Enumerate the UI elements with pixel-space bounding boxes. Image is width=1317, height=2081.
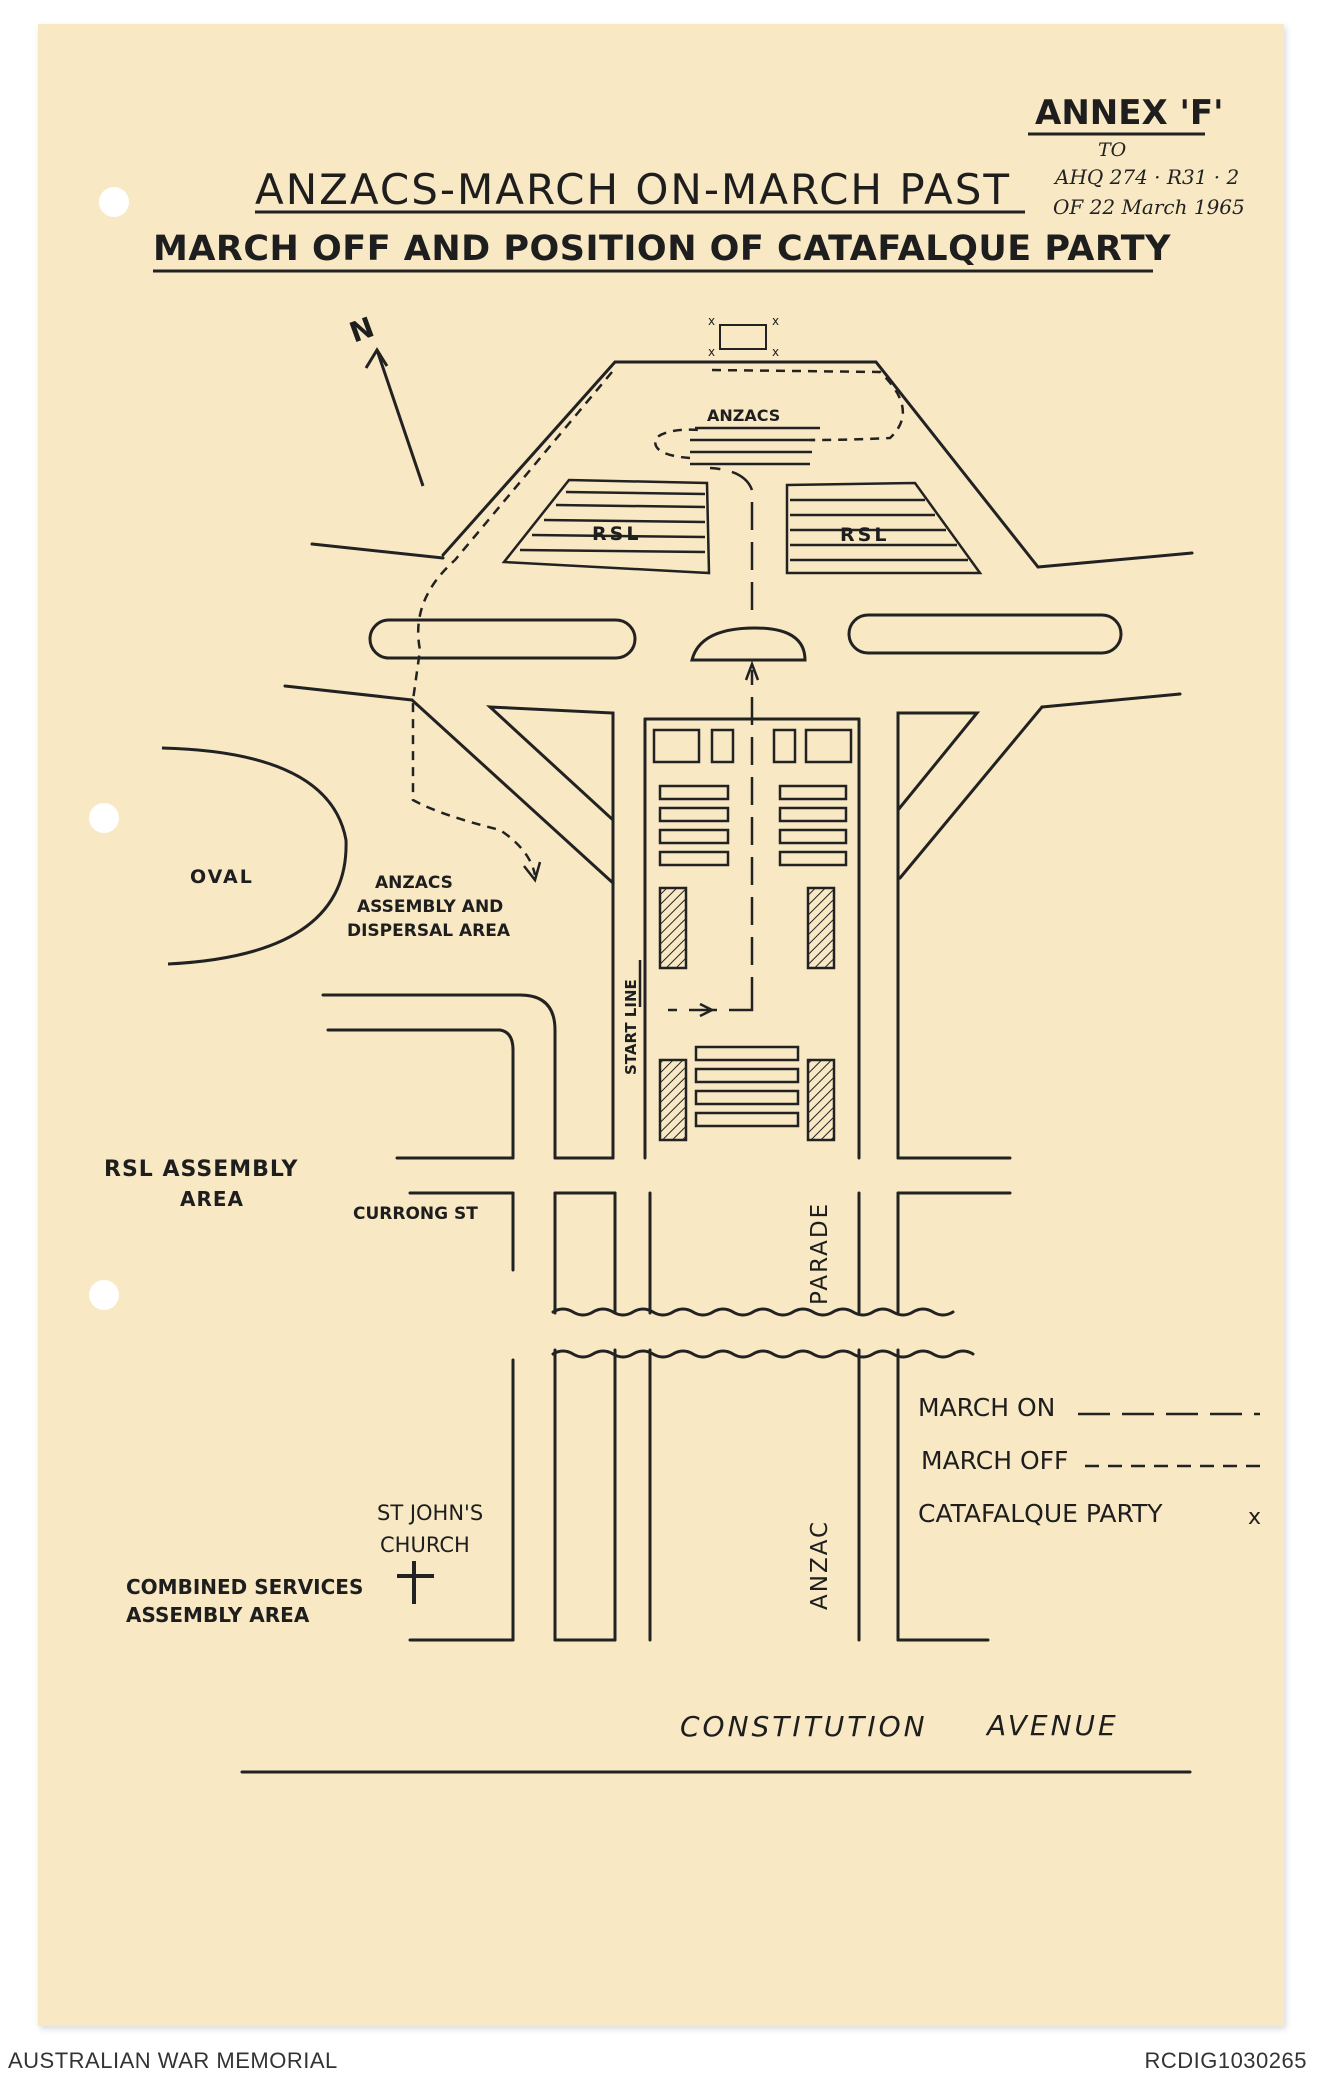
- road-network: [242, 362, 1192, 1772]
- north-label: N: [345, 310, 379, 350]
- rsl-assembly-label-1: RSL ASSEMBLY: [104, 1157, 299, 1182]
- svg-text:x: x: [708, 314, 716, 328]
- annex-block: [1028, 93, 1245, 219]
- svg-text:x: x: [708, 345, 716, 359]
- punch-hole: [89, 1280, 119, 1310]
- annex-ref-number: AHQ 274 · R31 · 2: [1055, 165, 1240, 189]
- median-strips: [370, 615, 1121, 660]
- oval-label: OVAL: [190, 866, 254, 888]
- annex-ref-to: TO: [1098, 139, 1127, 161]
- oval-outline: [162, 748, 346, 964]
- anzacs-label: ANZACS: [707, 406, 781, 425]
- annex-title: ANNEX 'F': [1035, 93, 1224, 133]
- north-arrow-icon: [366, 350, 423, 486]
- memorial-catafalque: [708, 314, 779, 359]
- legend-catafalque-symbol: x: [1248, 1505, 1262, 1530]
- page-title: ANZACS-MARCH ON-MARCH PAST: [255, 165, 1012, 214]
- legend: [918, 1393, 1264, 1530]
- punch-hole: [99, 187, 129, 217]
- combined-services-label-1: COMBINED SERVICES: [126, 1575, 364, 1599]
- legend-march-on: MARCH ON: [918, 1393, 1056, 1422]
- assembly-label-2: ASSEMBLY AND: [357, 897, 504, 917]
- rsl-assembly-label-2: AREA: [180, 1187, 245, 1211]
- anzac-label: ANZAC: [807, 1519, 833, 1610]
- combined-services-label-2: ASSEMBLY AREA: [126, 1603, 310, 1627]
- footer-id: RCDIG1030265: [1144, 2048, 1307, 2073]
- legend-march-off: MARCH OFF: [921, 1446, 1069, 1475]
- rsl-right-label: RSL: [840, 524, 890, 546]
- church-label-1: ST JOHN'S: [377, 1501, 484, 1525]
- legend-catafalque: CATAFALQUE PARTY: [918, 1499, 1163, 1528]
- svg-text:x: x: [772, 314, 780, 328]
- page-subtitle: MARCH OFF AND POSITION OF CATAFALQUE PARTY: [153, 229, 1171, 269]
- anzacs-block: [690, 428, 820, 464]
- church-label-2: CHURCH: [380, 1533, 470, 1557]
- currong-st-label: CURRONG ST: [353, 1204, 478, 1224]
- assembly-label-1: ANZACS: [375, 873, 453, 893]
- church-cross-icon: [397, 1561, 434, 1604]
- punch-hole: [89, 803, 119, 833]
- annex-ref-date: OF 22 March 1965: [1053, 195, 1245, 219]
- svg-text:x: x: [772, 345, 780, 359]
- avenue-label: AVENUE: [987, 1709, 1119, 1742]
- hatched-stands: [660, 888, 834, 1140]
- constitution-label: CONSTITUTION: [680, 1710, 928, 1743]
- footer-source: AUSTRALIAN WAR MEMORIAL: [8, 2048, 338, 2073]
- assembly-label-3: DISPERSAL AREA: [347, 921, 511, 941]
- start-line-label: START LINE: [622, 979, 640, 1075]
- march-off-arrow: [524, 862, 540, 880]
- rsl-left-label: RSL: [592, 523, 642, 545]
- parade-label: PARADE: [807, 1201, 833, 1305]
